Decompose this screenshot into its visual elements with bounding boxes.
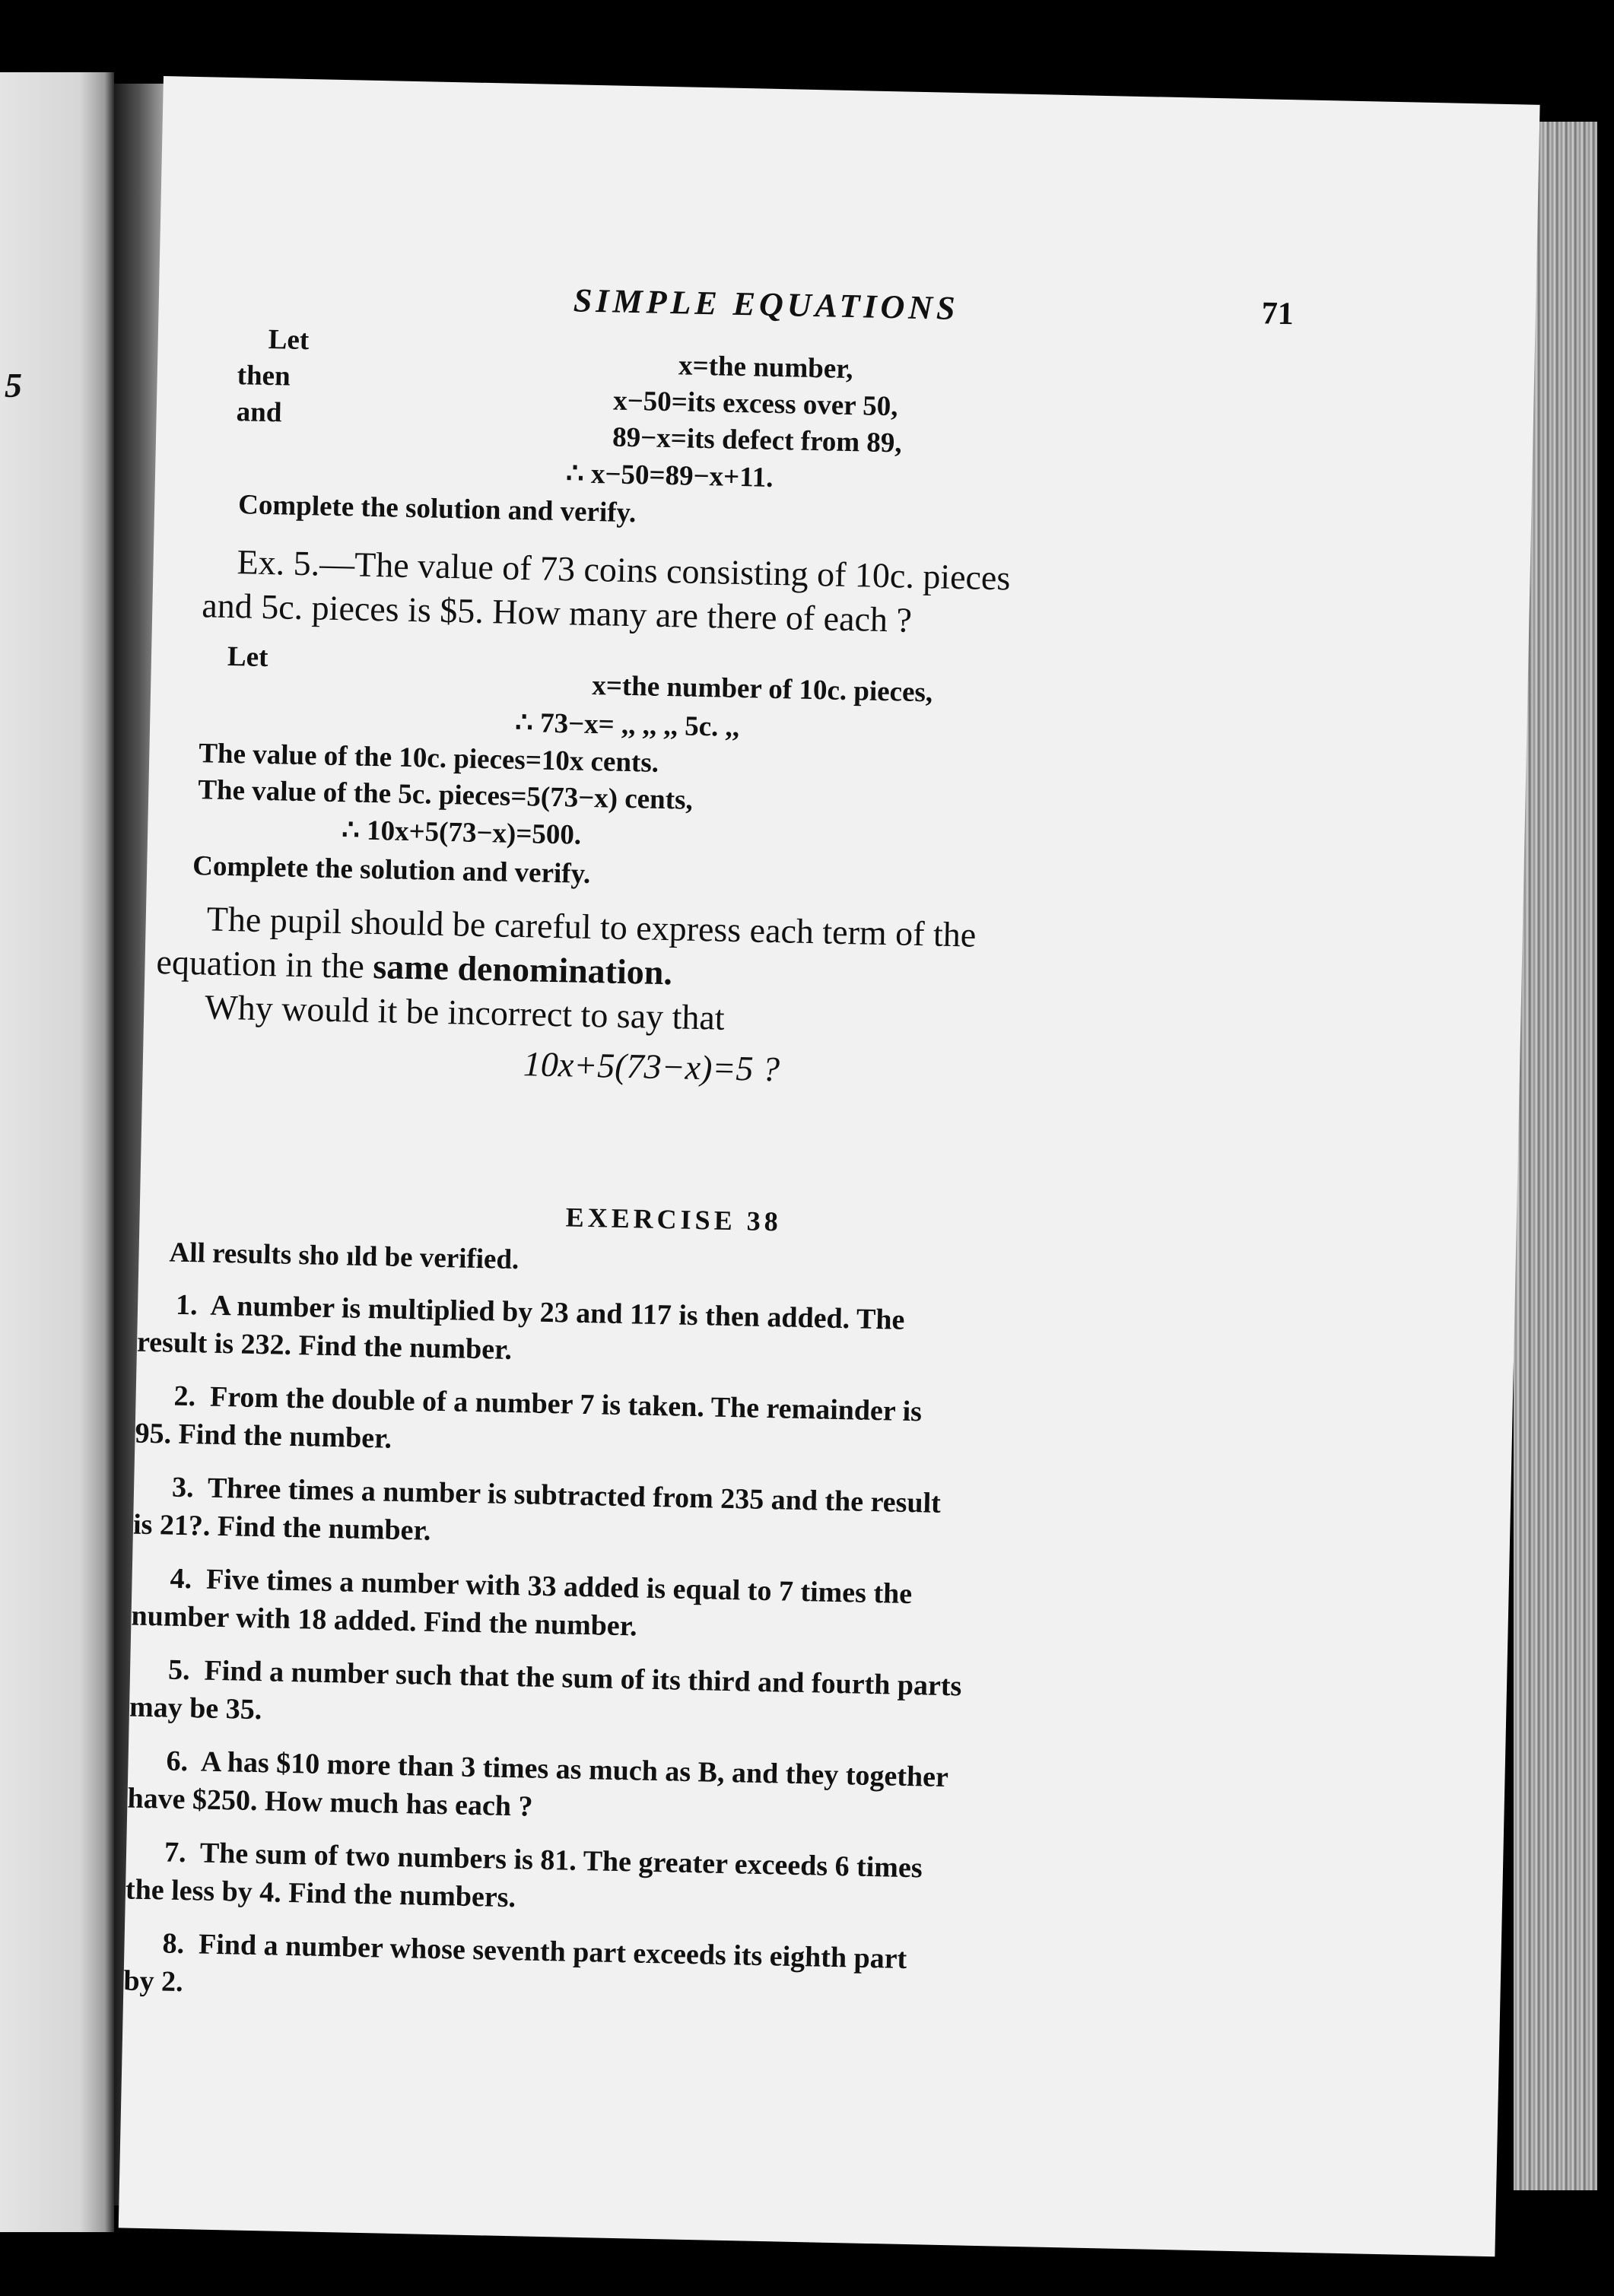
problem-line1: Find a number whose seventh part exceeds its eighth part [198,1928,907,1976]
exercise-problem-4 [131,1559,1190,1657]
problem-line1: Three times a number is subtracted from 235 and the result [207,1472,942,1520]
exercise-instruction: All results sho ıld be verified. [169,1237,519,1276]
problem-line1: The sum of two numbers is 81. The greater exceeds 6 times [199,1837,923,1885]
caution-emphasis: same denomination. [372,947,673,992]
problem-number: 4. [170,1562,192,1596]
problem-line2: the less by 4. Find the numbers. [125,1873,516,1914]
and-label: and [236,396,282,429]
ex5-statement-line2: and 5c. pieces is $5. How many are there of each ? [201,586,913,640]
then-label: then [237,360,291,392]
problem-line1: A has $10 more than 3 times as much as B, and they together [200,1745,949,1794]
problem-line1: A number is multiplied by 23 and 117 is then added. The [210,1289,905,1336]
let-label: Let [268,323,310,357]
ex5-statement-line1: Ex. 5.—The value of 73 coins consisting of 10c. pieces [237,542,1011,598]
problem-line2: 95. Find the number. [135,1417,392,1455]
problem-line2: may be 35. [129,1691,262,1726]
ex4-line2: x−50=its excess over 50, [612,385,898,423]
exercise-problem-8 [123,1923,1182,2021]
ex5-let-label: Let [227,640,268,674]
exercise-title: EXERCISE 38 [565,1202,783,1237]
problem-number: 7. [164,1836,187,1869]
ex5-line2: ∴ 73−x= ,, ,, ,, 5c. ,, [514,707,740,744]
running-head: SIMPLE EQUATIONS [573,281,960,327]
left-page-edge [0,72,114,2232]
ex4-line4: ∴ x−50=89−x+11. [565,458,774,494]
caution-equation: 10x+5(73−x)=5 ? [523,1044,780,1089]
problem-number: 5. [167,1653,191,1687]
ex4-line1: x=the number, [678,350,853,386]
problem-line2: have $250. How much has each ? [127,1782,533,1823]
exercise-problem-2 [135,1377,1193,1475]
problem-line1: From the double of a number 7 is taken. The remainder is [209,1380,923,1428]
caution-line2-text: equation in the [156,942,373,986]
problem-line1: Find a number such that the sum of its third and fourth parts [204,1654,962,1703]
problem-number: 6. [166,1745,189,1778]
problem-number: 1. [175,1288,199,1322]
exercise-problem-5 [129,1650,1188,1748]
problem-line2: result is 232. Find the number. [136,1326,513,1366]
page-number: 71 [1261,296,1295,332]
problem-number: 2. [173,1380,196,1413]
exercise-problem-6 [127,1742,1186,1840]
problem-line2: number with 18 added. Find the number. [131,1599,638,1643]
caution-line3: Why would it be incorrect to say that [204,987,726,1037]
exercise-problem-1 [137,1285,1196,1383]
problem-line2: by 2. [123,1964,184,1999]
problem-line2: is 21?. Find the number. [132,1508,431,1547]
book-page [119,76,1540,2256]
ex5-complete: Complete the solution and verify. [192,850,591,890]
caution-line2 [156,942,672,992]
ex5-line4: The value of the 5c. pieces=5(73−x) cents, [197,774,694,816]
ex5-line1: x=the number of 10c. pieces, [591,669,933,709]
problem-number: 3. [171,1471,195,1504]
caution-line1: The pupil should be careful to express each term of the [206,899,977,954]
ex5-line3: The value of the 10c. pieces=10x cents. [198,738,659,779]
problem-line1: Five times a number with 33 added is equal to 7 times the [205,1563,913,1611]
left-page-number: 5 [5,366,22,405]
exercise-problem-7 [125,1832,1184,1930]
ex4-complete: Complete the solution and verify. [237,489,637,529]
exercise-problem-3 [133,1468,1192,1566]
ex5-line5: ∴ 10x+5(73−x)=500. [341,815,582,851]
ex4-line3: 89−x=its defect from 89, [612,421,903,459]
problem-number: 8. [162,1927,185,1961]
